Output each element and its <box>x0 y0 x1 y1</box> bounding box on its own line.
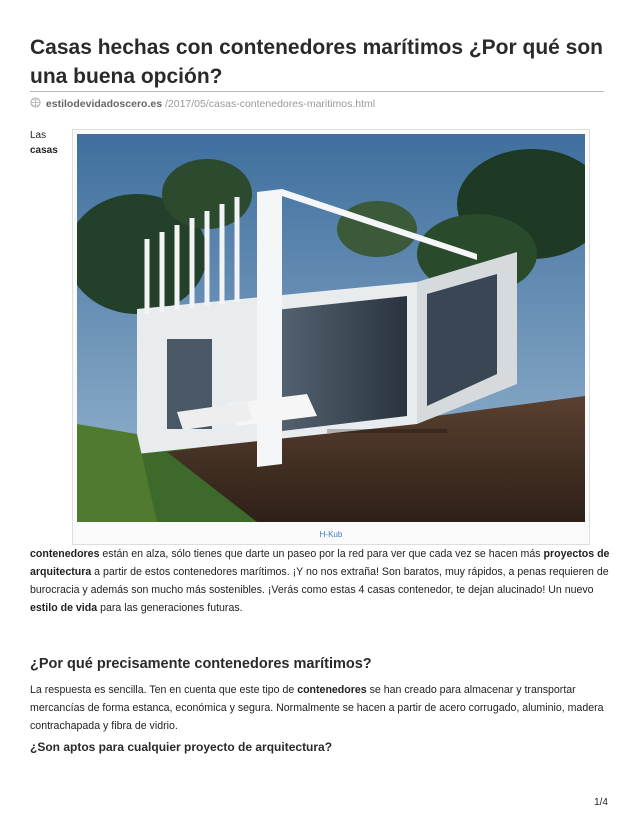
link-proyectos-arquitectura[interactable]: proyectos de arquitectura <box>30 548 610 578</box>
paragraph-text: La respuesta es sencilla. Ten en cuenta que este tipo de <box>30 684 298 696</box>
page-number: 1/4 <box>594 797 608 808</box>
source-path-link[interactable]: /2017/05/casas-contenedores-maritimos.html <box>164 98 376 110</box>
section-heading-contenedores: ¿Por qué precisamente contenedores marítimos? <box>30 656 372 672</box>
intro-paragraph <box>30 545 610 617</box>
intro-word-las: Las <box>30 130 47 141</box>
article-title: Casas hechas con contenedores marítimos ¿Por qué son una buena opción? <box>30 36 603 88</box>
section-heading-proyectos: ¿Son aptos para cualquier proyecto de arquitectura? <box>30 740 333 754</box>
link-contenedores-2[interactable]: contenedores <box>297 684 367 696</box>
source-domain-link[interactable]: estilodevidadoscero.es <box>45 98 163 110</box>
source-line <box>30 97 375 110</box>
intro-word-casas[interactable]: casas <box>30 145 58 156</box>
link-estilo-de-vida[interactable]: estilo de vida <box>30 602 98 614</box>
paragraph-text: se han creado para almacenar y transportar mercancías de forma estanca, económica y segura. Normalmente se hacen a partir de acero corrugado, aluminio, madera contrachapada y fibra de vidrio. <box>30 684 604 732</box>
section1-paragraph <box>30 681 610 735</box>
article-figure <box>72 129 590 545</box>
paragraph-text: a partir de estos contenedores marítimos. ¡Y no nos extraña! Son baratos, muy rápidos, a penas requieren de burocracia y además son mucho más sostenibles. ¡Verás como estas 4 casas contenedor, te dejan alucinado! Un nuevo <box>30 566 609 596</box>
figure-caption-link[interactable]: H-Kub <box>319 530 343 539</box>
link-contenedores[interactable]: contenedores <box>30 548 100 560</box>
paragraph-text: están en alza, sólo tienes que darte un paseo por la red para ver que cada vez se hacen más <box>99 548 544 560</box>
paragraph-text: para las generaciones futuras. <box>97 602 243 614</box>
container-house-photo <box>77 134 585 522</box>
globe-icon <box>30 97 41 108</box>
title-divider <box>30 91 604 92</box>
intro-text <box>30 128 58 158</box>
